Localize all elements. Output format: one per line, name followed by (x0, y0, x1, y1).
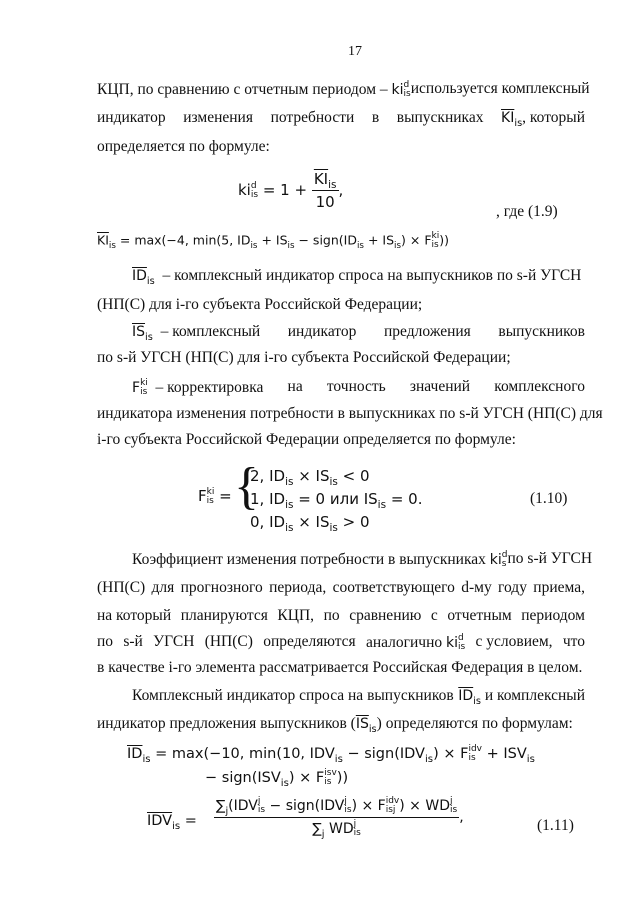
formula-1-10-label: (1.10) (530, 490, 568, 507)
def-id-line2: (НП(С) для i-го субъекта Российской Федерации; (97, 296, 423, 313)
formula-1-10-case2: 1, $ID_{is} = 0$ или $IS_{is} = 0$. (250, 490, 423, 511)
para2-line5: в качестве i-го элемента рассматривается Российская Федерация в целом. (97, 659, 583, 676)
def-f: F ki is – корректировка на точность значений комплексного (132, 378, 585, 397)
para2-line3: на который планируются КЦП, по сравнению с отчетным периодом (97, 607, 585, 624)
formula-1-10-lhs: F ki is = (198, 486, 232, 506)
formula-ki-line: $\overline{KI}_{is} = \max(-4$, min(5, $ID_{is} + IS_{is}$ − $sign(ID_{is} + IS_{is}) \times F$ ki is )) (97, 231, 449, 251)
para1-line3: определяется по формуле: (97, 138, 270, 155)
formula-1-9-label: , где (1.9) (496, 203, 558, 220)
para1-line2: индикатор изменения потребности в выпускниках $\overline{KI}_{is}$, который (97, 109, 585, 129)
formula-1-11-fraction: $\sum_j(IDV$ j is − sign(IDV j is ) × F idv isj ) × WD j is $\sum_j$ WD j is , (216, 796, 464, 840)
ki-symbol: ki d is (391, 80, 411, 99)
formula-1-9: ki d is = 1 + $\frac{\overline{KI}_{is}}{10}$ , (238, 170, 344, 211)
para2-line1: Коэффициент изменения потребности в выпускниках ki d s по s-й УГСН (132, 550, 593, 569)
def-f-line3: i-го субъекта Российской Федерации определяется по формуле: (97, 431, 516, 448)
formula-1-11-line2: − $sign(ISV_{is}) \times F$ isv is )) (205, 768, 349, 789)
para3-line1: Комплексный индикатор спроса на выпускников $\overline{ID}_{is}$ и комплексный (132, 687, 585, 707)
page-number: 17 (348, 44, 362, 59)
formula-1-11-lhs: $\overline{IDV}_{is}$ = (147, 813, 197, 832)
para2-line4: по s-й УГСН (НП(С) определяются аналогично ki d is с условием, что (97, 633, 585, 652)
def-is: $\overline{IS}_{is}$ – комплексный индикатор предложения выпускников (132, 323, 585, 343)
def-is-line2: по s-й УГСН (НП(С) для i-го субъекта Российской Федерации; (97, 349, 511, 366)
para3-line2: индикатор предложения выпускников $(\overline{IS}_{is})$ определяются по формулам: (97, 715, 573, 735)
para2-line2: (НП(С) для прогнозного периода, соответствующего d-му году приема, (97, 579, 585, 596)
para1-line1: КЦП, по сравнению с отчетным периодом – ki d is используется комплексный (97, 80, 590, 99)
formula-1-10-case1: 2, $ID_{is} \times IS_{is} < 0$ (250, 467, 370, 488)
formula-1-10-brace: { (234, 458, 259, 515)
formula-1-11-line1: $\overline{ID}_{is} = \max(-10$, min(10, $IDV_{is}$ − $sign(IDV_{is}) \times F$ idv is + $ISV_{is}$ (127, 744, 535, 765)
formula-1-10-case3: 0, $ID_{is} \times IS_{is} > 0$ (250, 513, 370, 534)
formula-1-11-label: (1.11) (537, 817, 574, 834)
def-f-line2: индикатора изменения потребности в выпускниках по s-й УГСН (НП(С) для (97, 405, 603, 422)
def-id: $\overline{ID}_{is}$ – комплексный индикатор спроса на выпускников по s-й УГСН (132, 267, 582, 287)
